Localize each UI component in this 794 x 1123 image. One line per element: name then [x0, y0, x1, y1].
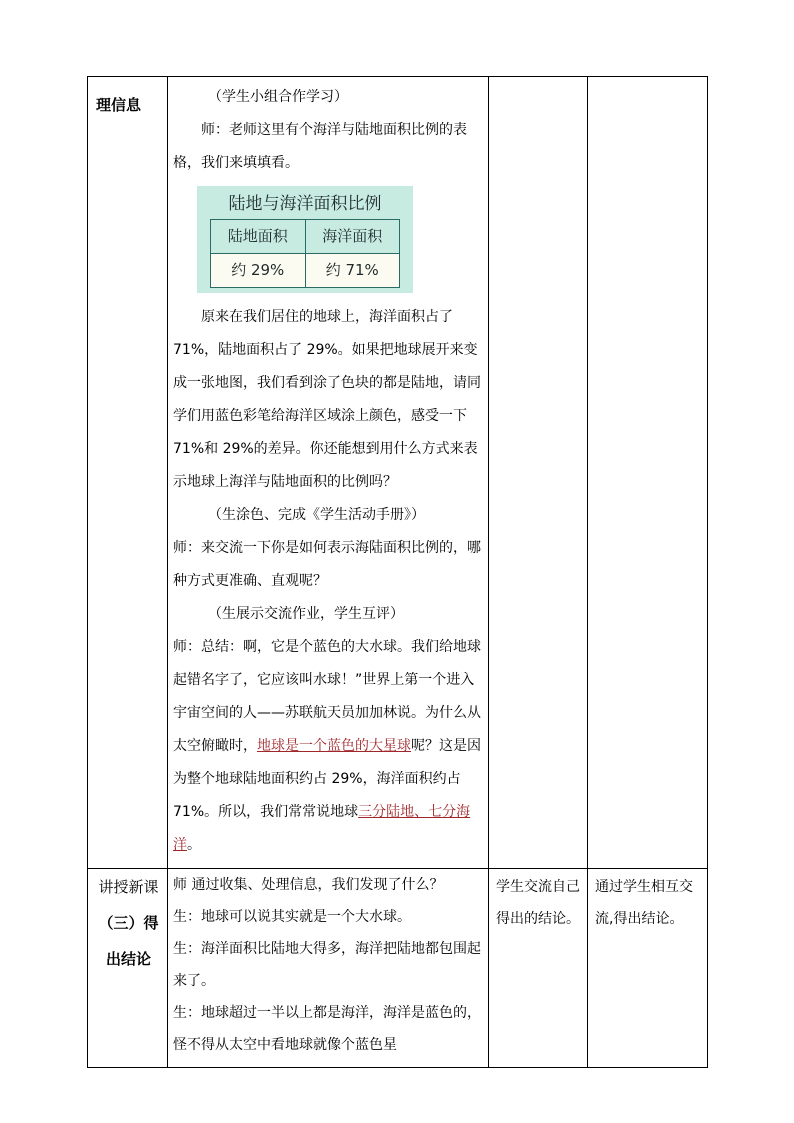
highlight-blue-planet: 地球是一个蓝色的大星球 [257, 738, 411, 754]
stage-cell [88, 869, 168, 1068]
lesson-plan-table [87, 76, 708, 1068]
student-activity-cell [489, 77, 588, 869]
ocean-area-header: 海洋面积 [305, 220, 400, 254]
summary-text: 。 [187, 837, 201, 853]
student-line: 生：海洋面积比陆地大得多，海洋把陆地都包围起来了。 [173, 941, 481, 989]
process-cell [168, 77, 489, 869]
student-line: 生：地球可以说其实就是一个大水球。 [173, 909, 411, 925]
activity-note: （学生小组合作学习） [208, 89, 348, 105]
table-row [88, 77, 708, 869]
ratio-figure [197, 186, 413, 293]
stage-label: 讲授新课 [98, 878, 159, 896]
ratio-table [210, 219, 400, 288]
activity-note: （生涂色、完成《学生活动手册》） [208, 507, 425, 523]
land-area-value: 约 29% [211, 254, 306, 288]
teacher-line: 师 通过收集、处理信息，我们发现了什么？ [173, 877, 444, 893]
student-line: 生：地球超过一半以上都是海洋，海洋是蓝色的，怪不得从太空中看地球就像个蓝色星 [173, 1005, 481, 1053]
teacher-line: 师：老师这里有个海洋与陆地面积比例的表格，我们来填填看。 [173, 122, 467, 171]
design-intent-cell [588, 869, 708, 1068]
land-area-header: 陆地面积 [211, 220, 306, 254]
process-cell [168, 869, 489, 1068]
ratio-figure-title: 陆地与海洋面积比例 [228, 194, 382, 214]
teacher-line: 师：来交流一下你是如何表示海陆面积比例的，哪种方式更准确、直观呢？ [173, 540, 481, 589]
stage-cell [88, 77, 168, 869]
summary-text: 呢？这是因为整个地球陆地面积约占 29%，海洋面积约占 71%。所以，我们常常说地球 [173, 738, 481, 820]
ocean-area-value: 约 71% [305, 254, 400, 288]
table-row [88, 869, 708, 1068]
design-intent-cell [588, 77, 708, 869]
summary-text: 师：总结：啊，它是个蓝色的大水球。我们给地球起错名字了，它应该叫水球！”世界上第一个进入宇宙空间的人——苏联航天员加加林说。为什么从太空俯瞰时， [173, 639, 481, 754]
ratio-header-row [211, 220, 400, 254]
explanation-paragraph: 原来在我们居住的地球上，海洋面积占了71%，陆地面积占了 29%。如果把地球展开来变成一张地图，我们看到涂了色块的都是陆地，请同学们用蓝色彩笔给海洋区域涂上颜色，感受一下 71%和 29%的差异。你还能想到用什么方式来表示地球上海洋与陆地面积的比例吗？ [173, 309, 481, 490]
activity-note: （生展示交流作业，学生互评） [208, 606, 404, 622]
student-activity-text: 学生交流自己得出的结论。 [496, 879, 580, 927]
design-intent-text: 通过学生相互交流,得出结论。 [595, 879, 693, 927]
stage-label: 出结论 [105, 950, 151, 968]
student-activity-cell [489, 869, 588, 1068]
stage-label: 理信息 [96, 96, 142, 114]
highlight-land-ocean-ratio: 三分陆地、七分海洋 [173, 804, 471, 853]
stage-label: （三）得 [98, 914, 159, 932]
ratio-value-row [211, 254, 400, 288]
summary-paragraph [173, 631, 482, 862]
